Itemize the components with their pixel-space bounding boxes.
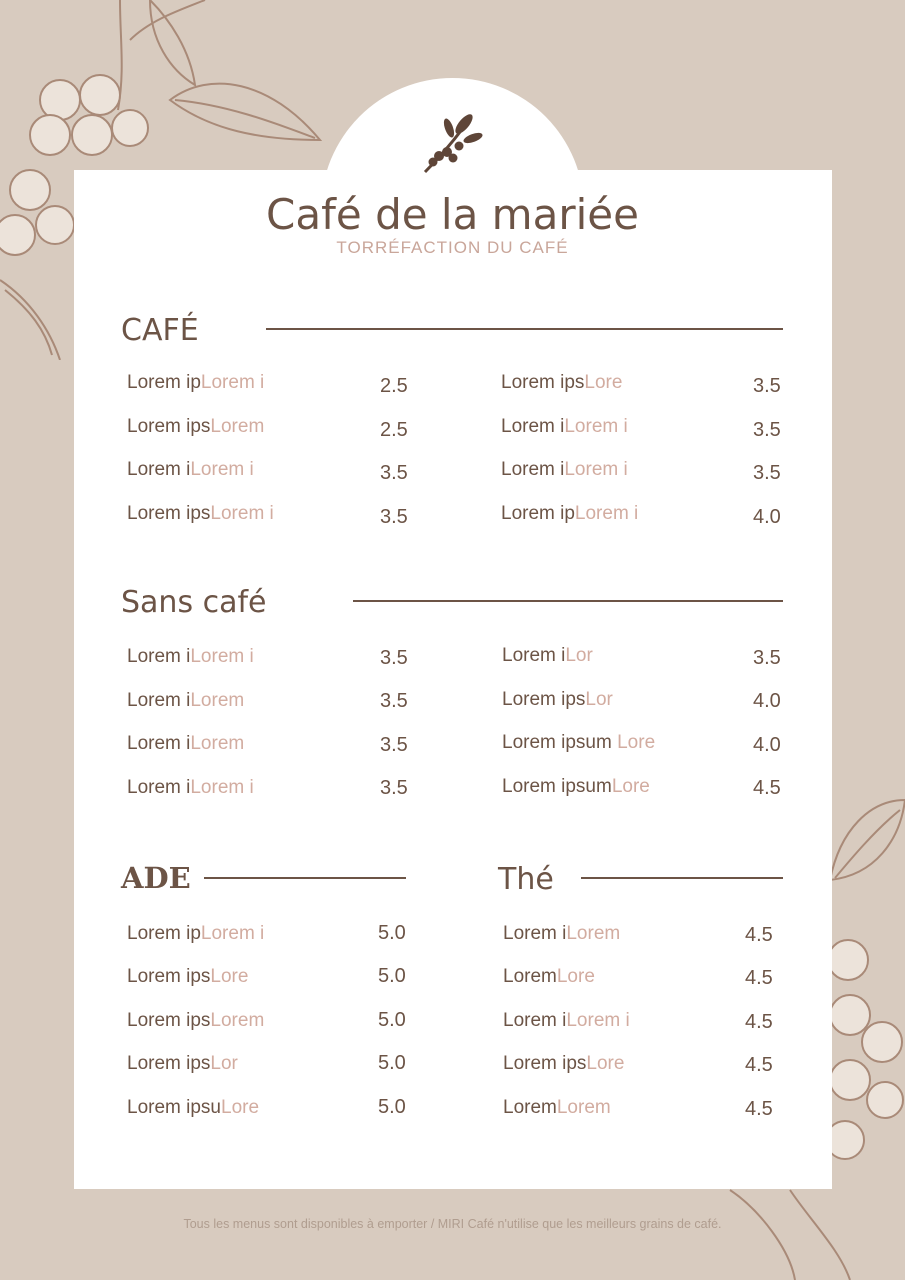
menu-item-price: 4.5 (745, 1098, 773, 1120)
menu-item: Lorem ipsLorem (127, 416, 265, 437)
menu-item: Lorem ipLorem i (501, 503, 639, 524)
menu-item: Lorem ipsLore (501, 372, 623, 393)
menu-item: Lorem iLor (502, 645, 593, 666)
menu-item: Lorem ipsLor (127, 1053, 238, 1074)
menu-item-price: 5.0 (378, 922, 406, 944)
footer-note: Tous les menus sont disponibles à emporter / MIRI Café n'utilise que les meilleurs grains de café. (183, 1217, 722, 1231)
menu-item-price: 4.5 (745, 967, 773, 989)
menu-item: Lorem ipsuLore (127, 1097, 260, 1118)
menu-item: Lorem iLorem (503, 923, 621, 944)
section-divider (581, 877, 783, 879)
menu-item-price: 3.5 (380, 506, 408, 528)
menu-item-price: 2.5 (380, 375, 408, 397)
menu-item-price: 4.5 (753, 777, 781, 799)
menu-item: LoremLore (503, 966, 595, 987)
menu-item-price: 4.0 (753, 734, 781, 756)
section-divider (353, 600, 783, 602)
page-title: Café de la mariée (266, 190, 639, 239)
menu-item-price: 4.5 (745, 1054, 773, 1076)
menu-item: Lorem ipsLore (127, 966, 249, 987)
menu-item-price: 2.5 (380, 419, 408, 441)
menu-item-price: 3.5 (753, 647, 781, 669)
menu-item-price: 5.0 (378, 1009, 406, 1031)
menu-item-price: 5.0 (378, 1052, 406, 1074)
menu-item: Lorem ipsumLore (502, 776, 650, 797)
menu-item-price: 4.5 (745, 924, 773, 946)
section-title-cafe: CAFÉ (121, 313, 199, 348)
menu-item: Lorem iLorem (127, 733, 245, 754)
menu-item: LoremLorem (503, 1097, 611, 1118)
menu-item: Lorem ipsLore (503, 1053, 625, 1074)
menu-item-price: 3.5 (380, 777, 408, 799)
section-title-sans-cafe: Sans café (121, 585, 267, 620)
menu-item-price: 3.5 (380, 647, 408, 669)
menu-item-price: 4.0 (753, 506, 781, 528)
menu-item: Lorem iLorem i (127, 459, 254, 480)
menu-item: Lorem ipsLorem i (127, 503, 274, 524)
menu-item-price: 3.5 (753, 375, 781, 397)
section-divider (204, 877, 406, 879)
page-subtitle: TORRÉFACTION DU CAFÉ (336, 238, 569, 257)
menu-item: Lorem iLorem (127, 690, 245, 711)
menu-item-price: 4.0 (753, 690, 781, 712)
menu-item-price: 3.5 (380, 462, 408, 484)
menu-item-price: 5.0 (378, 1096, 406, 1118)
menu-item: Lorem iLorem i (503, 1010, 630, 1031)
section-divider (266, 328, 783, 330)
menu-item: Lorem ipLorem i (127, 923, 265, 944)
menu-item-price: 3.5 (753, 462, 781, 484)
menu-item: Lorem ipsLorem (127, 1010, 265, 1031)
menu-item: Lorem ipsum Lore (502, 732, 656, 753)
section-title-the: Thé (498, 862, 554, 897)
menu-item-price: 3.5 (380, 690, 408, 712)
menu-item: Lorem iLorem i (501, 459, 628, 480)
section-title-ade: ADE (121, 861, 191, 895)
menu-item: Lorem iLorem i (127, 646, 254, 667)
menu-item-price: 3.5 (753, 419, 781, 441)
menu-item-price: 3.5 (380, 734, 408, 756)
menu-item-price: 5.0 (378, 965, 406, 987)
menu-item-price: 4.5 (745, 1011, 773, 1033)
menu-item: Lorem iLorem i (501, 416, 628, 437)
menu-item: Lorem ipsLor (502, 689, 613, 710)
coffee-branch-icon (419, 110, 483, 176)
menu-item: Lorem iLorem i (127, 777, 254, 798)
menu-item: Lorem ipLorem i (127, 372, 265, 393)
